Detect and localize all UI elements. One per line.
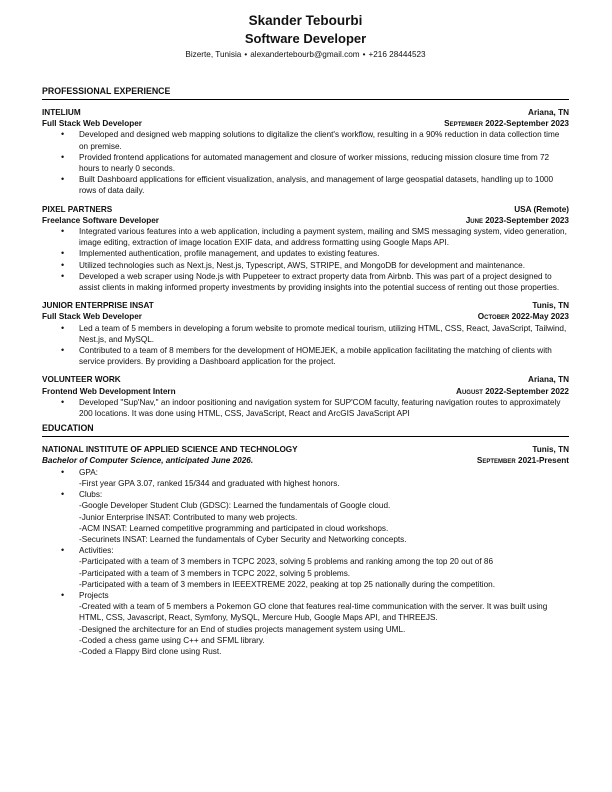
education-group-activities: • Activities: <box>42 545 569 556</box>
club-line: -Google Developer Student Club (GDSC): Learned the fundamentals of Google cloud. <box>79 501 391 511</box>
job-role: Full Stack Web Developer <box>42 119 142 129</box>
activity-line: -Participated with a team of 3 members in TCPC 2023, solving 5 problems and ranking among the top 20 out of 86 <box>79 557 494 567</box>
club-line: -ACM INSAT: Learned competitive programming and participated in cloud workshops. <box>79 523 389 533</box>
experience-entry <box>42 300 569 367</box>
project-line: -Coded a Flappy Bird clone using Rust. <box>79 646 222 656</box>
bullet-item: • Provided frontend applications for automated management and closure of worker missions, reducing mission closure time from 72 hours to nearly 0 seconds. <box>42 152 569 174</box>
contact-line <box>42 49 569 61</box>
bullet-item: • Implemented authentication, profile management, and updates to existing features. <box>42 248 569 259</box>
experience-section-heading: PROFESSIONAL EXPERIENCE <box>42 85 569 100</box>
school-name: NATIONAL INSTITUTE OF APPLIED SCIENCE AND TECHNOLOGY <box>42 445 298 455</box>
contact-location: Bizerte, Tunisia <box>185 50 242 59</box>
employer-name: JUNIOR ENTERPRISE INSAT <box>42 301 154 311</box>
bullet-item: • Developed a web scraper using Node.js with Puppeteer to extract property data from Airbnb. This was part of a project designed to assist clients in making informed property investments by providing insights into the potential success of renting out those properties. <box>42 271 569 293</box>
gpa-line: -First year GPA 3.07, ranked 15/344 and graduated with highest honors. <box>79 478 340 488</box>
job-bullets <box>42 226 569 293</box>
job-role: Freelance Software Developer <box>42 215 159 225</box>
degree: Bachelor of Computer Science, anticipated June 2026. <box>42 456 254 466</box>
activity-line: -Participated with a team of 3 members in IEEEXTREME 2022, peaking at top 25 nationally during the competition. <box>79 579 495 589</box>
project-line: -Designed the architecture for an End of studies projects management system using UML. <box>79 624 406 634</box>
separator-dot: • <box>244 50 248 59</box>
experience-entry <box>42 204 569 294</box>
education-group-clubs: • Clubs: <box>42 489 569 500</box>
candidate-title: Software Developer <box>244 31 367 46</box>
education-groups <box>42 467 569 478</box>
job-location: Tunis, TN <box>532 301 569 311</box>
experience-entry <box>42 374 569 419</box>
job-location: Ariana, TN <box>528 108 569 117</box>
employer-name: VOLUNTEER WORK <box>42 375 121 385</box>
job-dates: October 2022-May 2023 <box>477 312 569 322</box>
bullet-item: • Developed "Sup'Nav," an indoor positioning and navigation system for SUP'COM faculty, featuring navigation routes to approximately 200 locations. It was done using HTML, CSS, JavaScript, React and ArcGIS JavaScript API <box>42 397 569 419</box>
job-location: Ariana, TN <box>528 375 569 385</box>
job-dates: September 2022-September 2023 <box>444 119 569 129</box>
contact-email[interactable]: alexandertebourb@gmail.com <box>250 50 360 59</box>
education-dates: September 2021-Present <box>476 456 569 466</box>
job-bullets <box>42 323 569 368</box>
club-line: -Securinets INSAT: Learned the fundamentals of Cyber Security and Networking concepts. <box>79 534 407 544</box>
employer-name: INTELIUM <box>42 108 81 117</box>
job-bullets <box>42 129 569 196</box>
job-location: USA (Remote) <box>514 204 569 214</box>
bullet-item: • Led a team of 5 members in developing a forum website to promote medical tourism, utilizing HTML, CSS, React, JavaScript, Tailwind, Nest.js, and MySQL. <box>42 323 569 345</box>
job-dates: August 2022-September 2022 <box>456 386 569 396</box>
bullet-item: • Utilized technologies such as Next.js, Nest.js, Typescript, AWS, STRIPE, and MongoDB for development and maintenance. <box>42 260 569 271</box>
activity-line: -Participated with a team of 3 members in TCPC 2022, solving 5 problems. <box>79 568 351 578</box>
separator-dot: • <box>362 50 366 59</box>
bullet-item: • Built Dashboard applications for efficient visualization, analysis, and management of large geospatial datasets, handling up to 1000 rows of data daily. <box>42 174 569 196</box>
education-group-projects: • Projects <box>42 590 569 601</box>
bullet-item: • Integrated various features into a web application, including a payment system, mailing and SMS messaging system, video generation, image editing, extraction of image location EXIF data, and address formatting using Google Maps API. <box>42 226 569 248</box>
education-section-heading: EDUCATION <box>42 422 569 437</box>
employer-name: PIXEL PARTNERS <box>42 204 113 214</box>
resume-header <box>42 13 569 61</box>
contact-phone: +216 28444523 <box>368 50 426 59</box>
club-line: -Junior Enterprise INSAT: Contributed to many web projects. <box>79 512 298 522</box>
job-bullets <box>42 397 569 419</box>
project-line: -Created with a team of 5 members a Pokemon GO clone that features real-time communication with the server. It was built using HTML, CSS, Javascript, React, Symfony, MySQL, Mercure Hub, Google Maps API, and THREEJS. <box>79 602 548 623</box>
job-role: Frontend Web Development Intern <box>42 386 176 396</box>
school-location: Tunis, TN <box>532 445 569 455</box>
bullet-item: • Contributed to a team of 8 members for the development of HOMEJEK, a mobile application facilitating the matching of clients with service providers. By providing a Dashboard application for the project. <box>42 345 569 367</box>
resume-page <box>42 0 569 657</box>
job-dates: June 2023-September 2023 <box>465 215 569 225</box>
experience-entry <box>42 107 569 197</box>
project-line: -Coded a chess game using C++ and SFML library. <box>79 635 265 645</box>
candidate-name: Skander Tebourbi <box>248 13 363 28</box>
education-group-gpa: • GPA: <box>42 467 569 478</box>
job-role: Full Stack Web Developer <box>42 312 142 322</box>
education-entry <box>42 444 569 657</box>
bullet-item: • Developed and designed web mapping solutions to digitalize the client's workflow, resulting in a 90% reduction in data collection time on premise. <box>42 129 569 151</box>
